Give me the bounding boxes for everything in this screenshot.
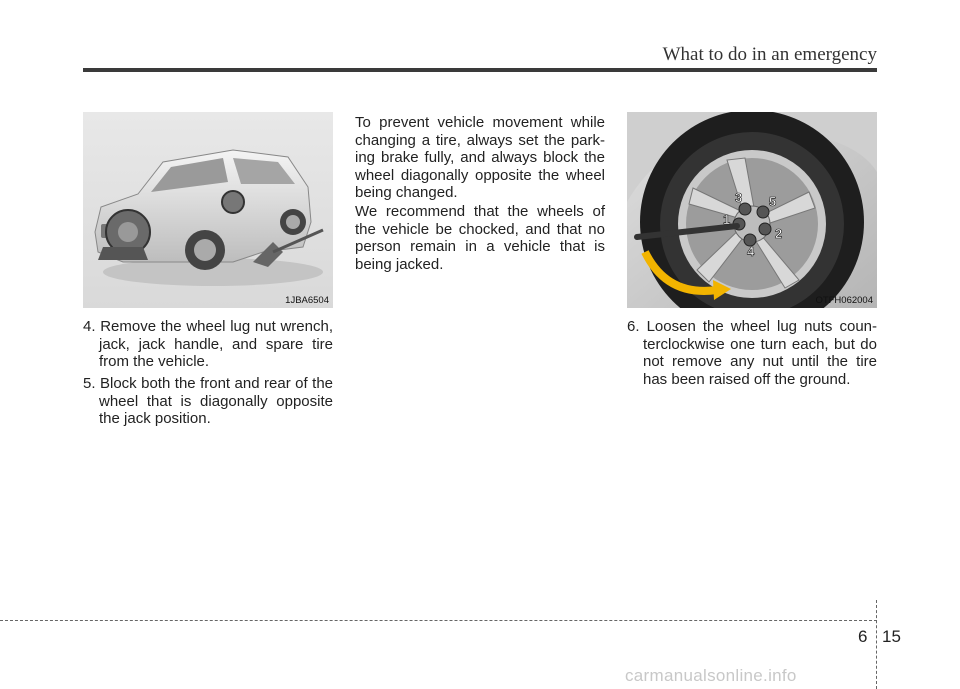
watermark: carmanualsonline.info bbox=[625, 666, 797, 685]
figure-code-right: OTFH062004 bbox=[815, 295, 873, 306]
step-4-text: Remove the wheel lug nut wrench, jack, jack handle, and spare tire from the vehicle. bbox=[99, 318, 333, 370]
car-jack-illustration bbox=[83, 112, 333, 308]
step-5 bbox=[83, 375, 333, 428]
nut-label-4: 4 bbox=[747, 244, 755, 259]
header-rule bbox=[83, 68, 877, 72]
step-4 bbox=[83, 318, 333, 371]
figure-car-jack bbox=[83, 112, 333, 308]
step-5-text: Block both the front and rear of the wheel that is diagonally opposite the jack position. bbox=[99, 375, 333, 427]
nut-label-1: 1 bbox=[723, 212, 731, 227]
step-6-text: Loosen the wheel lug nuts coun-terclockwise one turn each, but do not remove any nut until the tire has been raised off the ground. bbox=[643, 318, 878, 388]
chapter-number: 6 bbox=[858, 627, 868, 646]
paragraph-prevent-movement: To prevent vehicle movement while changing a tire, always set the park-ing brake fully, and always block the wheel diagonally opposite the wheel being changed. bbox=[355, 114, 605, 201]
figure-wheel-nuts bbox=[627, 112, 877, 308]
nut-label-2: 2 bbox=[775, 226, 783, 241]
page-number: 15 bbox=[882, 627, 901, 646]
header-title: What to do in an emergency bbox=[662, 44, 877, 65]
footer-divider bbox=[876, 600, 877, 689]
paragraph-chock-wheels: We recommend that the wheels of the vehicle be chocked, and that no person remain in a vehicle that is being jacked. bbox=[355, 203, 605, 273]
step-5-number: 5. bbox=[83, 375, 96, 392]
nut-label-5: 5 bbox=[769, 194, 777, 209]
nut-label-3: 3 bbox=[735, 190, 743, 205]
figure-code-left: 1JBA6504 bbox=[285, 295, 329, 306]
step-4-number: 4. bbox=[83, 318, 96, 335]
step-6-number: 6. bbox=[627, 318, 640, 335]
footer-dashed-rule bbox=[0, 620, 877, 621]
wheel-illustration bbox=[627, 112, 877, 308]
step-6 bbox=[627, 318, 877, 388]
